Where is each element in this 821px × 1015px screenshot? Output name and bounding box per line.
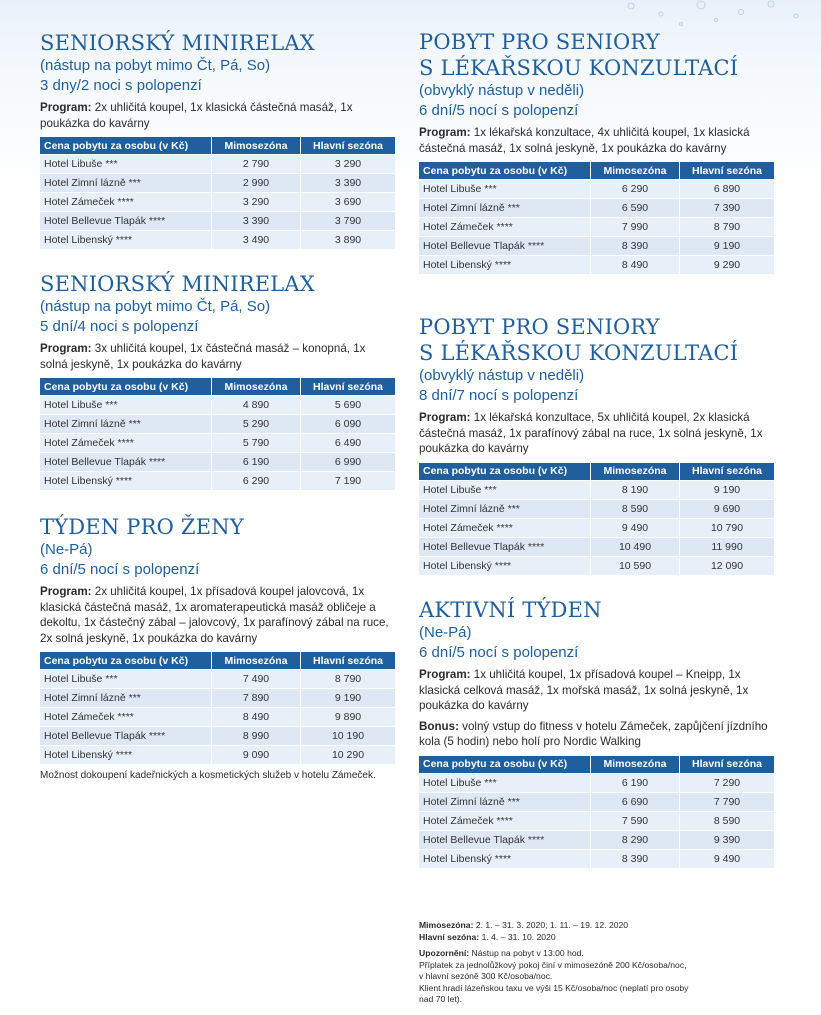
off-season-price-cell: 8 990 bbox=[212, 727, 300, 745]
program-label: Program: bbox=[40, 342, 92, 355]
off-season-price-cell: 6 690 bbox=[591, 793, 679, 811]
hotel-name-cell: Hotel Zimní lázně *** bbox=[40, 415, 211, 433]
header-main-season: Hlavní sezóna bbox=[680, 463, 774, 480]
off-season-price-cell: 5 790 bbox=[212, 434, 300, 452]
main-season-price-cell: 6 490 bbox=[301, 434, 395, 452]
table-row bbox=[419, 793, 774, 811]
section-title: S LÉKAŘSKOU KONZULTACÍ bbox=[419, 341, 739, 365]
off-season-price-cell: 6 190 bbox=[591, 774, 679, 792]
program-body: 3x uhličitá koupel, 1x částečná masáž – konopná, 1x solná jeskyně, 1x poukázka do kavárny bbox=[40, 342, 366, 371]
section-subtitle: 6 dní/5 nocí s polopenzí bbox=[419, 102, 579, 119]
main-season-price-cell: 6 990 bbox=[301, 453, 395, 471]
table-row bbox=[419, 481, 774, 499]
season-main-line bbox=[419, 932, 759, 944]
off-season-price-cell: 6 590 bbox=[591, 199, 679, 217]
table-row bbox=[419, 831, 774, 849]
off-season-price-cell: 7 590 bbox=[591, 812, 679, 830]
table-row bbox=[40, 472, 395, 490]
table-row bbox=[419, 538, 774, 556]
main-season-price-cell: 8 590 bbox=[680, 812, 774, 830]
header-main-season: Hlavní sezóna bbox=[680, 162, 774, 179]
section-subtitle: 3 dny/2 noci s polopenzí bbox=[40, 77, 202, 94]
header-main-season: Hlavní sezóna bbox=[301, 652, 395, 669]
off-season-price-cell: 9 090 bbox=[212, 746, 300, 764]
table-row bbox=[419, 218, 774, 236]
main-season-price-cell: 7 390 bbox=[680, 199, 774, 217]
header-price-per-person: Cena pobytu za osobu (v Kč) bbox=[419, 162, 590, 179]
section-title: S LÉKAŘSKOU KONZULTACÍ bbox=[419, 56, 739, 80]
water-bubbles-decoration bbox=[591, 0, 821, 30]
hotel-name-cell: Hotel Bellevue Tlapák **** bbox=[419, 538, 590, 556]
table-row bbox=[40, 193, 395, 211]
off-season-price-cell: 3 490 bbox=[212, 231, 300, 249]
program-body: 2x uhličitá koupel, 1x přísadová koupel jalovcová, 1x klasická částečná masáž, 1x aromaterapeutická masáž obličeje a dekoltu, 1x částečný zábal – jalovcový, 1x parafínový zábal na ruce, 2x solná jeskyně, 1x poukázka do kavárny bbox=[40, 585, 389, 645]
table-row bbox=[419, 812, 774, 830]
section-note: Možnost dokoupení kadeřnických a kosmetických služeb v hotelu Zámeček. bbox=[40, 770, 376, 781]
price-table bbox=[39, 136, 396, 250]
off-season-price-cell: 3 290 bbox=[212, 193, 300, 211]
program-body: 1x lékařská konzultace, 5x uhličitá koupel, 2x klasická částečná masáž, 1x parafínový zábal na ruce, 1x solná jeskyně, 1x poukázka do kavárny bbox=[419, 411, 763, 455]
program-label: Program: bbox=[419, 126, 471, 139]
header-off-season: Mimosezóna bbox=[212, 378, 300, 395]
header-off-season: Mimosezóna bbox=[591, 756, 679, 773]
table-row bbox=[40, 155, 395, 173]
off-season-price-cell: 6 190 bbox=[212, 453, 300, 471]
main-season-price-cell: 9 490 bbox=[680, 850, 774, 868]
main-season-price-cell: 7 290 bbox=[680, 774, 774, 792]
table-row bbox=[40, 727, 395, 745]
off-season-price-cell: 10 590 bbox=[591, 557, 679, 575]
section-pobyt-pro-seniory-8dni bbox=[419, 314, 775, 576]
table-row bbox=[40, 689, 395, 707]
warning-label: Upozornění: bbox=[419, 948, 470, 958]
main-season-price-cell: 3 290 bbox=[301, 155, 395, 173]
section-title: AKTIVNÍ TÝDEN bbox=[419, 598, 602, 622]
price-table bbox=[39, 651, 396, 765]
section-subtitle: (obvyklý nástup v neděli) bbox=[419, 367, 585, 384]
section-seniorsky-minirelax-5dni bbox=[40, 271, 396, 491]
section-subtitle: 6 dní/5 nocí s polopenzí bbox=[40, 561, 200, 578]
program-text bbox=[40, 341, 396, 372]
footer-notes bbox=[419, 920, 759, 1006]
main-season-price-cell: 10 290 bbox=[301, 746, 395, 764]
section-pobyt-pro-seniory-6dni bbox=[419, 29, 775, 275]
main-season-price-cell: 12 090 bbox=[680, 557, 774, 575]
program-label: Program: bbox=[419, 411, 471, 424]
hotel-name-cell: Hotel Bellevue Tlapák **** bbox=[40, 453, 211, 471]
hotel-name-cell: Hotel Libenský **** bbox=[419, 850, 590, 868]
main-season-price-cell: 6 090 bbox=[301, 415, 395, 433]
program-text bbox=[419, 410, 775, 457]
off-season-price-cell: 5 290 bbox=[212, 415, 300, 433]
season-off-text: 2. 1. – 31. 3. 2020; 1. 11. – 19. 12. 2020 bbox=[473, 920, 629, 930]
section-title: SENIORSKÝ MINIRELAX bbox=[40, 31, 315, 55]
table-row bbox=[419, 199, 774, 217]
hotel-name-cell: Hotel Libenský **** bbox=[40, 231, 211, 249]
main-season-price-cell: 3 790 bbox=[301, 212, 395, 230]
program-label: Program: bbox=[40, 585, 92, 598]
main-season-price-cell: 3 690 bbox=[301, 193, 395, 211]
price-table bbox=[418, 755, 775, 869]
program-label: Program: bbox=[419, 668, 471, 681]
main-season-price-cell: 9 890 bbox=[301, 708, 395, 726]
warning-text-2: v hlavní sezóně 300 Kč/osoba/noc. bbox=[419, 971, 553, 981]
hotel-name-cell: Hotel Zámeček **** bbox=[40, 434, 211, 452]
header-off-season: Mimosezóna bbox=[591, 162, 679, 179]
hotel-name-cell: Hotel Libuše *** bbox=[40, 155, 211, 173]
main-season-price-cell: 3 890 bbox=[301, 231, 395, 249]
table-row bbox=[40, 434, 395, 452]
hotel-name-cell: Hotel Zimní lázně *** bbox=[419, 500, 590, 518]
main-season-price-cell: 9 690 bbox=[680, 500, 774, 518]
section-subtitle: 8 dní/7 nocí s polopenzí bbox=[419, 387, 579, 404]
off-season-price-cell: 6 290 bbox=[212, 472, 300, 490]
header-price-per-person: Cena pobytu za osobu (v Kč) bbox=[40, 378, 211, 395]
program-body: 2x uhličitá koupel, 1x klasická částečná masáž, 1x poukázka do kavárny bbox=[40, 101, 353, 130]
warning-text-3: Klient hradí lázeňskou taxu ve výši 15 Kč/osoba/noc (neplatí pro osoby bbox=[419, 982, 689, 993]
hotel-name-cell: Hotel Zimní lázně *** bbox=[40, 689, 211, 707]
off-season-price-cell: 8 390 bbox=[591, 850, 679, 868]
table-row bbox=[419, 237, 774, 255]
off-season-price-cell: 7 890 bbox=[212, 689, 300, 707]
main-season-price-cell: 9 190 bbox=[680, 481, 774, 499]
bonus-label: Bonus: bbox=[419, 719, 459, 733]
section-tyden-pro-zeny bbox=[40, 514, 396, 783]
table-row bbox=[40, 396, 395, 414]
table-row bbox=[40, 415, 395, 433]
hotel-name-cell: Hotel Libenský **** bbox=[419, 256, 590, 274]
hotel-name-cell: Hotel Bellevue Tlapák **** bbox=[40, 212, 211, 230]
section-aktivni-tyden bbox=[419, 597, 775, 869]
table-row bbox=[40, 453, 395, 471]
header-off-season: Mimosezóna bbox=[212, 137, 300, 154]
main-season-price-cell: 3 390 bbox=[301, 174, 395, 192]
hotel-name-cell: Hotel Bellevue Tlapák **** bbox=[419, 237, 590, 255]
bonus-text bbox=[419, 719, 775, 750]
table-row bbox=[419, 774, 774, 792]
season-off-label: Mimosezóna: bbox=[419, 920, 474, 930]
section-subtitle: 5 dní/4 noci s polopenzí bbox=[40, 318, 199, 335]
hotel-name-cell: Hotel Libuše *** bbox=[419, 481, 590, 499]
section-subtitle: (nástup na pobyt mimo Čt, Pá, So) bbox=[40, 57, 271, 74]
section-subtitle: (Ne-Pá) bbox=[419, 624, 472, 641]
program-label: Program: bbox=[40, 101, 92, 114]
section-subtitle: (Ne-Pá) bbox=[40, 541, 93, 558]
program-text bbox=[40, 584, 396, 646]
main-season-price-cell: 6 890 bbox=[680, 180, 774, 198]
price-table bbox=[39, 377, 396, 491]
header-price-per-person: Cena pobytu za osobu (v Kč) bbox=[40, 137, 211, 154]
main-season-price-cell: 9 290 bbox=[680, 256, 774, 274]
main-season-price-cell: 8 790 bbox=[680, 218, 774, 236]
table-row bbox=[40, 212, 395, 230]
hotel-name-cell: Hotel Zámeček **** bbox=[40, 193, 211, 211]
table-row bbox=[40, 746, 395, 764]
header-price-per-person: Cena pobytu za osobu (v Kč) bbox=[419, 463, 590, 480]
hotel-name-cell: Hotel Libenský **** bbox=[40, 472, 211, 490]
season-main-text: 1. 4. – 31. 10. 2020 bbox=[479, 931, 556, 942]
hotel-name-cell: Hotel Libenský **** bbox=[40, 746, 211, 764]
hotel-name-cell: Hotel Zámeček **** bbox=[419, 218, 590, 236]
off-season-price-cell: 7 490 bbox=[212, 670, 300, 688]
season-off-line bbox=[419, 920, 759, 932]
off-season-price-cell: 8 190 bbox=[591, 481, 679, 499]
table-row bbox=[40, 708, 395, 726]
warning-text-1: Příplatek za jednolůžkový pokoj činí v mimosezóně 200 Kč/osoba/noc, bbox=[419, 959, 687, 970]
section-subtitle: (nástup na pobyt mimo Čt, Pá, So) bbox=[40, 298, 271, 315]
section-subtitle: (obvyklý nástup v neděli) bbox=[419, 82, 585, 99]
season-main-label: Hlavní sezóna: bbox=[419, 931, 480, 942]
section-title: POBYT PRO SENIORY bbox=[419, 315, 660, 339]
table-row bbox=[419, 850, 774, 868]
header-main-season: Hlavní sezóna bbox=[301, 378, 395, 395]
header-price-per-person: Cena pobytu za osobu (v Kč) bbox=[40, 652, 211, 669]
table-row bbox=[40, 670, 395, 688]
header-price-per-person: Cena pobytu za osobu (v Kč) bbox=[419, 756, 590, 773]
off-season-price-cell: 7 990 bbox=[591, 218, 679, 236]
main-season-price-cell: 10 790 bbox=[680, 519, 774, 537]
program-body: 1x lékařská konzultace, 4x uhličitá koupel, 1x klasická částečná masáž, 1x solná jeskyně, 1x poukázka do kavárny bbox=[419, 126, 750, 155]
section-title: SENIORSKÝ MINIRELAX bbox=[40, 272, 315, 296]
main-season-price-cell: 11 990 bbox=[680, 538, 774, 556]
price-table bbox=[418, 462, 775, 576]
table-row bbox=[419, 180, 774, 198]
table-row bbox=[40, 231, 395, 249]
main-season-price-cell: 9 390 bbox=[680, 831, 774, 849]
main-season-price-cell: 9 190 bbox=[301, 689, 395, 707]
off-season-price-cell: 10 490 bbox=[591, 538, 679, 556]
off-season-price-cell: 3 390 bbox=[212, 212, 300, 230]
hotel-name-cell: Hotel Libuše *** bbox=[40, 396, 211, 414]
header-main-season: Hlavní sezóna bbox=[680, 756, 774, 773]
bonus-body: volný vstup do fitness v hotelu Zámeček, zapůjčení jízdního kola (5 hodin) nebo holí pro Nordic Walking bbox=[419, 719, 768, 748]
hotel-name-cell: Hotel Zimní lázně *** bbox=[40, 174, 211, 192]
hotel-name-cell: Hotel Zimní lázně *** bbox=[419, 199, 590, 217]
off-season-price-cell: 2 990 bbox=[212, 174, 300, 192]
warning-text-0: Nástup na pobyt v 13:00 hod. bbox=[469, 948, 584, 958]
hotel-name-cell: Hotel Bellevue Tlapák **** bbox=[40, 727, 211, 745]
main-season-price-cell: 8 790 bbox=[301, 670, 395, 688]
main-season-price-cell: 7 190 bbox=[301, 472, 395, 490]
hotel-name-cell: Hotel Bellevue Tlapák **** bbox=[419, 831, 590, 849]
section-seniorsky-minirelax-3dny bbox=[40, 30, 396, 250]
main-season-price-cell: 5 690 bbox=[301, 396, 395, 414]
program-text bbox=[419, 667, 775, 714]
hotel-name-cell: Hotel Zámeček **** bbox=[419, 812, 590, 830]
hotel-name-cell: Hotel Libuše *** bbox=[419, 180, 590, 198]
off-season-price-cell: 8 490 bbox=[591, 256, 679, 274]
off-season-price-cell: 9 490 bbox=[591, 519, 679, 537]
header-main-season: Hlavní sezóna bbox=[301, 137, 395, 154]
program-text bbox=[419, 125, 775, 156]
section-title: TÝDEN PRO ŽENY bbox=[40, 515, 244, 539]
table-row bbox=[40, 174, 395, 192]
hotel-name-cell: Hotel Libuše *** bbox=[40, 670, 211, 688]
header-off-season: Mimosezóna bbox=[212, 652, 300, 669]
main-season-price-cell: 10 190 bbox=[301, 727, 395, 745]
hotel-name-cell: Hotel Zimní lázně *** bbox=[419, 793, 590, 811]
hotel-name-cell: Hotel Zámeček **** bbox=[40, 708, 211, 726]
hotel-name-cell: Hotel Zámeček **** bbox=[419, 519, 590, 537]
off-season-price-cell: 8 490 bbox=[212, 708, 300, 726]
price-table bbox=[418, 161, 775, 275]
off-season-price-cell: 8 290 bbox=[591, 831, 679, 849]
off-season-price-cell: 4 890 bbox=[212, 396, 300, 414]
warning-text-4: nad 70 let). bbox=[419, 994, 462, 1004]
hotel-name-cell: Hotel Libenský **** bbox=[419, 557, 590, 575]
table-row bbox=[419, 256, 774, 274]
program-text bbox=[40, 100, 396, 131]
program-body: 1x uhličitá koupel, 1x přísadová koupel – Kneipp, 1x klasická celková masáž, 1x mořská masáž, 1x solná jeskyně, 1x poukázka do kavárny bbox=[419, 668, 749, 712]
off-season-price-cell: 8 390 bbox=[591, 237, 679, 255]
off-season-price-cell: 6 290 bbox=[591, 180, 679, 198]
off-season-price-cell: 2 790 bbox=[212, 155, 300, 173]
main-season-price-cell: 9 190 bbox=[680, 237, 774, 255]
table-row bbox=[419, 500, 774, 518]
off-season-price-cell: 8 590 bbox=[591, 500, 679, 518]
table-row bbox=[419, 519, 774, 537]
warning-line-0 bbox=[419, 948, 759, 960]
hotel-name-cell: Hotel Libuše *** bbox=[419, 774, 590, 792]
section-subtitle: 6 dní/5 nocí s polopenzí bbox=[419, 644, 579, 661]
section-title: POBYT PRO SENIORY bbox=[419, 30, 660, 54]
table-row bbox=[419, 557, 774, 575]
header-off-season: Mimosezóna bbox=[591, 463, 679, 480]
main-season-price-cell: 7 790 bbox=[680, 793, 774, 811]
